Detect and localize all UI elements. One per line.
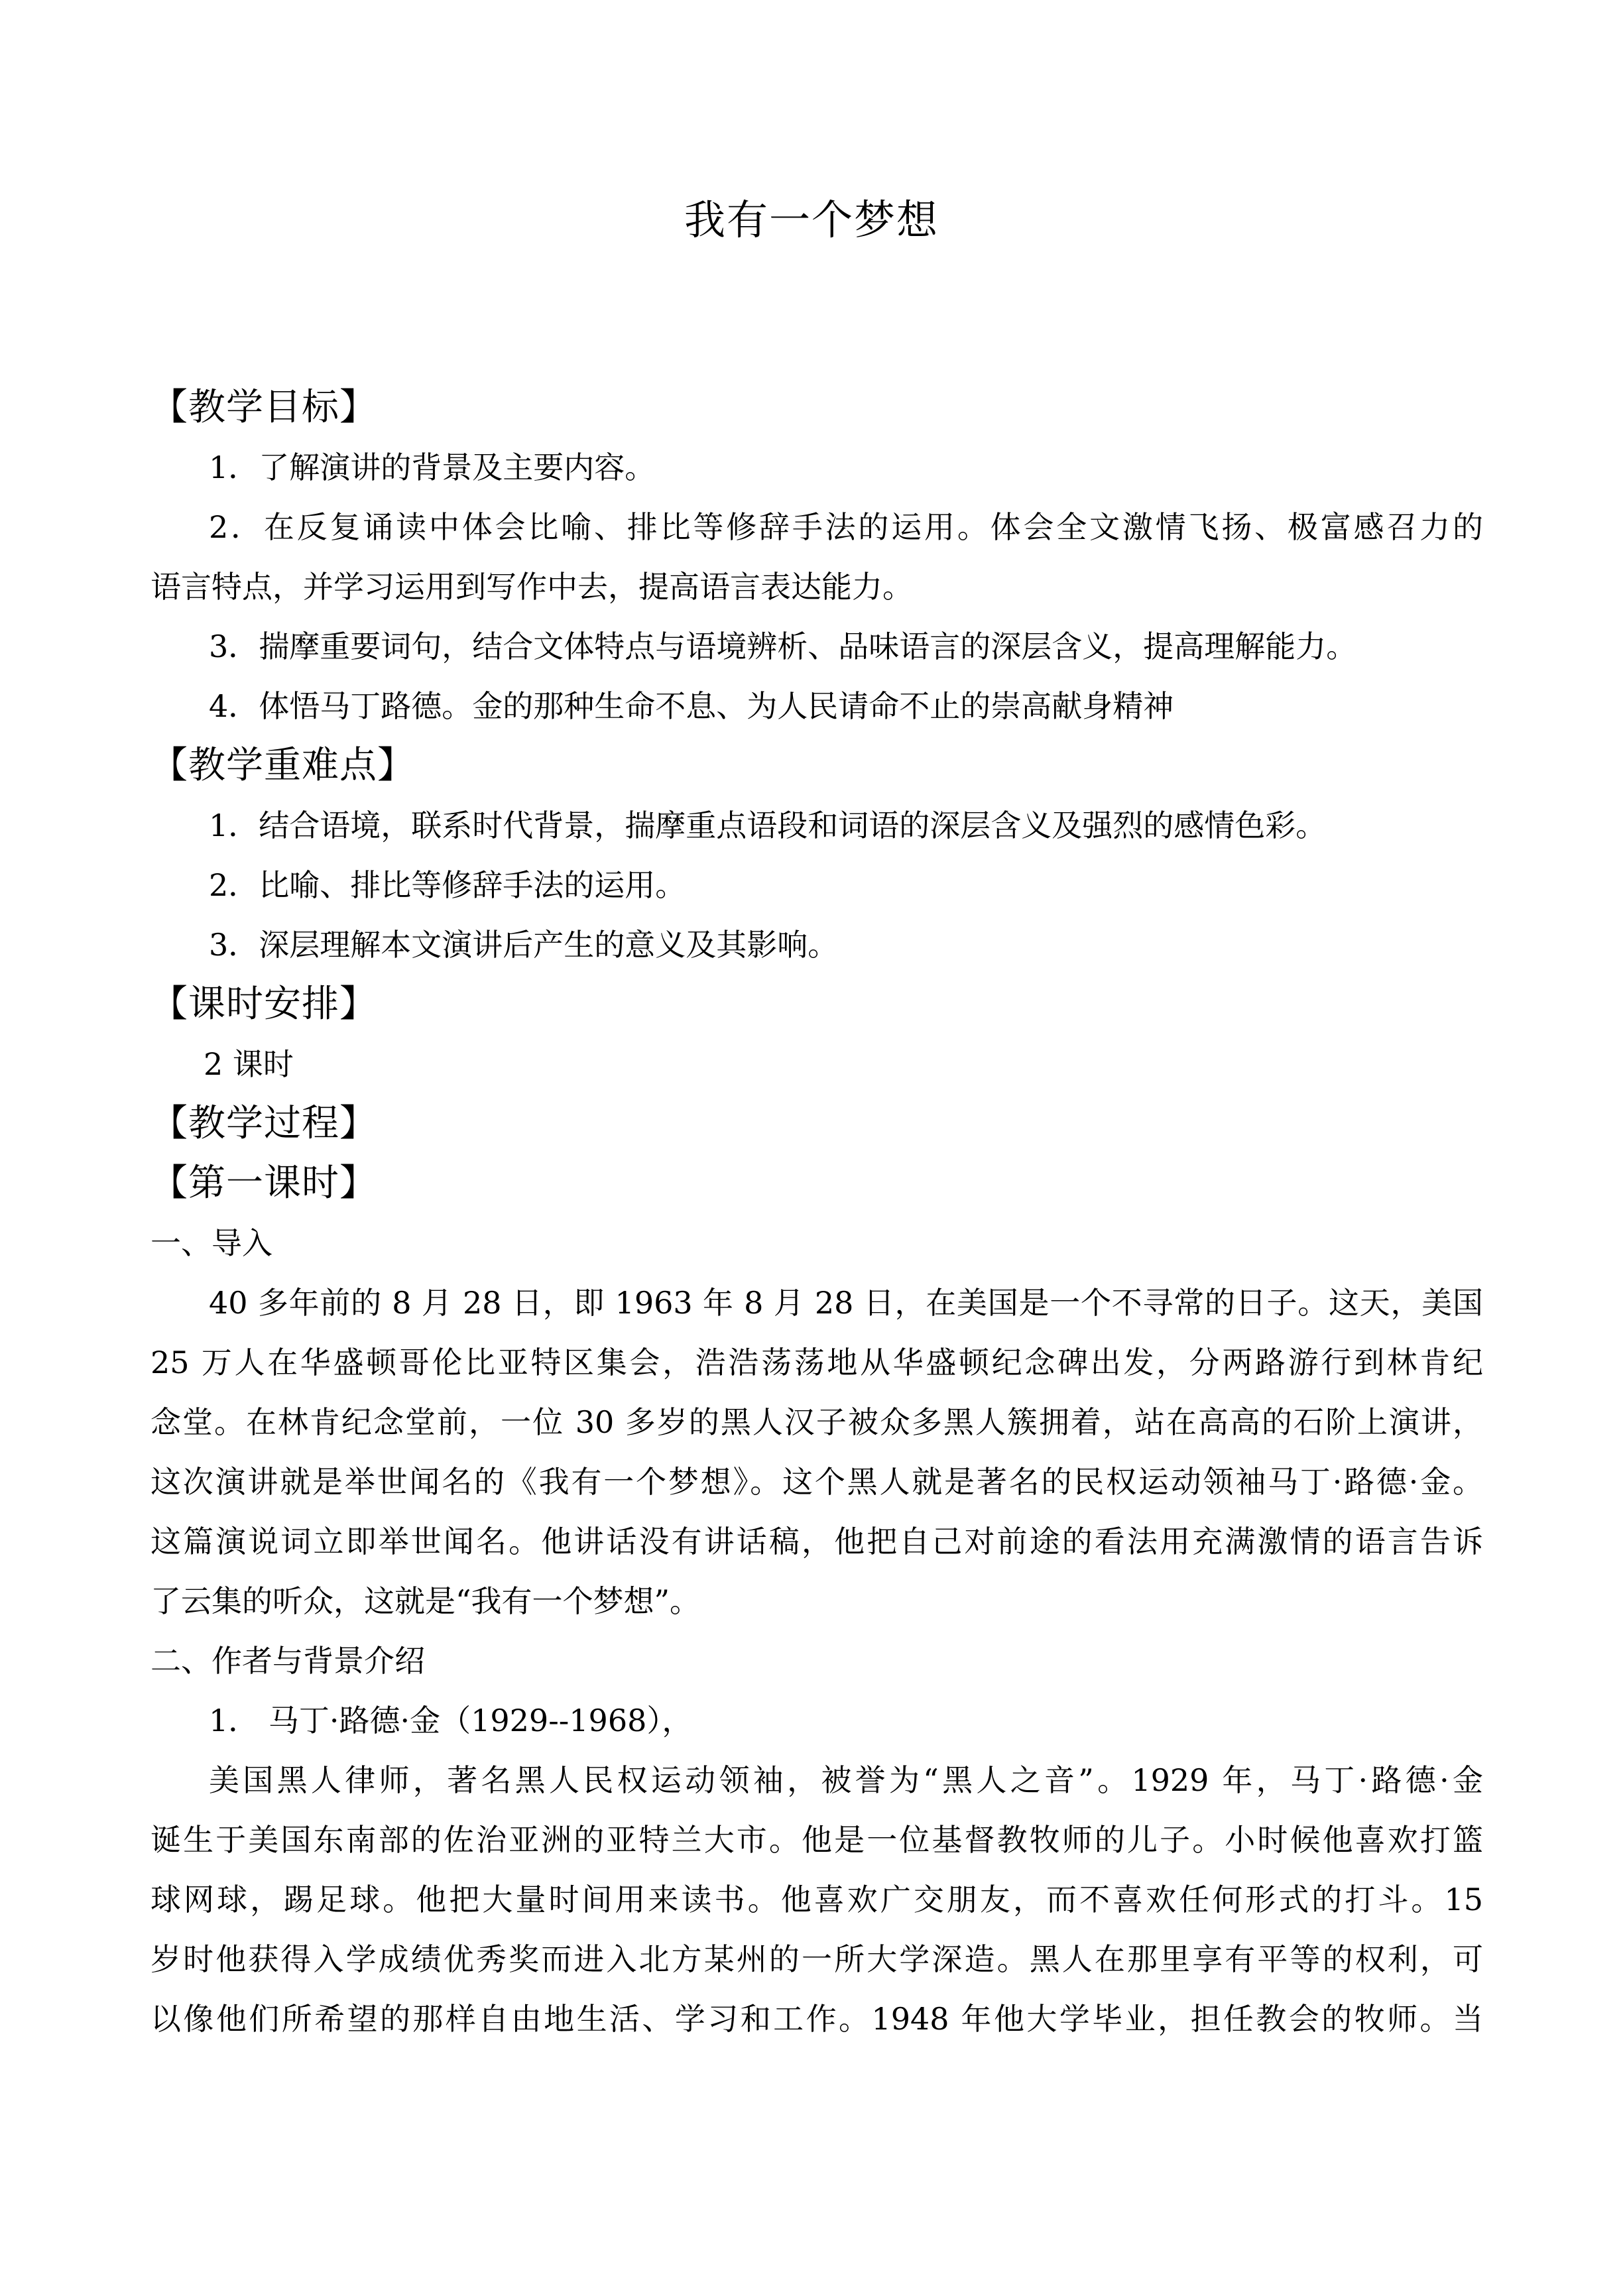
section-heading-key-points: 【教学重难点】	[150, 744, 415, 787]
goal-item-1: 1．了解演讲的背景及主要内容。	[209, 450, 656, 485]
goal-item-3: 3．揣摩重要词句，结合文体特点与语境辨析、品味语言的深层含义，提高理解能力。	[209, 629, 1357, 664]
section-heading-schedule: 【课时安排】	[150, 983, 377, 1026]
section-heading-process: 【教学过程】	[150, 1102, 377, 1145]
intro-line-4: 这次演讲就是举世闻名的《我有一个梦想》。这个黑人就是著名的民权运动领袖马丁·路德·金。	[150, 1464, 1483, 1500]
document-body	[150, 378, 1483, 2049]
document-title: 我有一个梦想	[684, 196, 939, 244]
intro-title: 一、导入	[150, 1225, 272, 1261]
intro-line-2: 25 万人在华盛顿哥伦比亚特区集会，浩浩荡荡地从华盛顿纪念碑出发，分两路游行到林肯纪	[150, 1345, 1483, 1380]
intro-line-6: 了云集的听众，这就是“我有一个梦想”。	[150, 1583, 701, 1619]
bio-line-3: 球网球，踢足球。他把大量时间用来读书。他喜欢广交朋友，而不喜欢任何形式的打斗。15	[150, 1882, 1483, 1917]
section-heading-lesson-1: 【第一课时】	[150, 1162, 377, 1205]
bio-line-1: 美国黑人律师，著名黑人民权运动领袖，被誉为“黑人之音”。1929 年，马丁·路德·金	[209, 1762, 1483, 1798]
intro-line-1: 40 多年前的 8 月 28 日，即 1963 年 8 月 28 日，在美国是一个不寻常的日子。这天，美国	[209, 1285, 1483, 1321]
goal-item-4: 4．体悟马丁路德。金的那种生命不息、为人民请命不止的崇高献身精神	[209, 688, 1174, 724]
section-heading-goals: 【教学目标】	[150, 386, 377, 429]
key-point-item-3: 3．深层理解本文演讲后产生的意义及其影响。	[209, 927, 839, 963]
bio-line-2: 诞生于美国东南部的佐治亚洲的亚特兰大市。他是一位基督教牧师的儿子。小时候他喜欢打篮	[150, 1822, 1483, 1858]
bio-line-5: 以像他们所希望的那样自由地生活、学习和工作。1948 年他大学毕业，担任教会的牧师。当	[150, 2001, 1483, 2037]
key-point-item-2: 2．比喻、排比等修辞手法的运用。	[209, 867, 686, 903]
key-point-item-1: 1．结合语境，联系时代背景，揣摩重点语段和词语的深层含义及强烈的感情色彩。	[209, 808, 1327, 843]
schedule-text: 2 课时	[204, 1046, 294, 1082]
bio-line-4: 岁时他获得入学成绩优秀奖而进入北方某州的一所大学深造。黑人在那里享有平等的权利，可	[150, 1941, 1483, 1977]
goal-item-2-line-2: 语言特点，并学习运用到写作中去，提高语言表达能力。	[150, 569, 913, 605]
goal-item-2-line-1: 2．在反复诵读中体会比喻、排比等修辞手法的运用。体会全文激情飞扬、极富感召力的	[209, 509, 1483, 545]
background-title: 二、作者与背景介绍	[150, 1643, 425, 1679]
author-item: 1． 马丁·路德·金（1929--1968），	[209, 1703, 693, 1738]
intro-line-5: 这篇演说词立即举世闻名。他讲话没有讲话稿，他把自己对前途的看法用充满激情的语言告诉	[150, 1524, 1483, 1559]
intro-line-3: 念堂。在林肯纪念堂前，一位 30 多岁的黑人汉子被众多黑人簇拥着，站在高高的石阶上演讲，	[150, 1404, 1483, 1440]
